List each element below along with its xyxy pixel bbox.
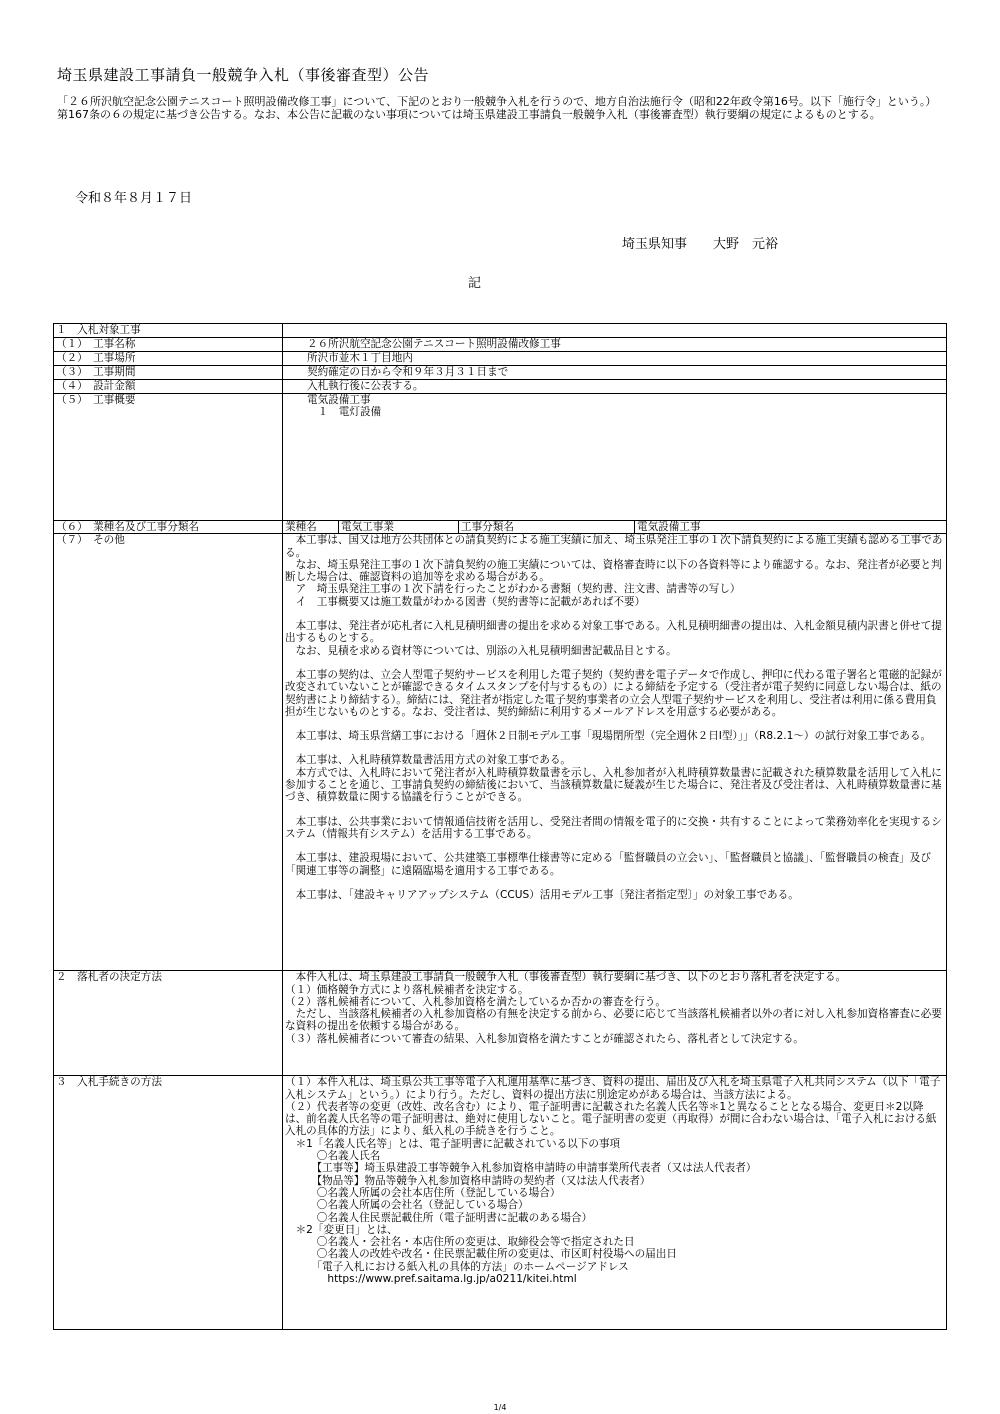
value-overview [283,394,947,521]
other-paragraph: 本工事は、入札時積算数量書活用方式の対象工事である。 本方式では、入札時において発注者が入札時積算数量書を示し、入札参加者が入札時積算数量書に記載された積算数量を活用して入札に参加することを通じ、工事請負契約の締結後において、当該積算数量に疑義が生じた場合に、発注者及び受注者は、入札時積算数量書に基づき、積算数量に関する協議を行うことができる。 [285,754,942,804]
value-work-place: 所沢市並木１丁目地内 [283,352,947,366]
other-paragraph: 本工事は、「建設キャリアアップシステム（CCUS）活用モデル工事〔発注者指定型〕」の対象工事である。 [285,888,799,901]
row-classification [54,521,947,534]
other-paragraph: 本工事は、発注者が応札者に入札見積明細書の提出を求める対象工事である。入札見積明細書の提出は、入札金額見積内訳書と併せて提出するものとする。 なお、見積を求める資材等については、別添の入札見積明細書記載品目とする。 [285,620,942,657]
announcement-table [53,323,947,1330]
label-work-name: （１） 工事名称 [54,338,283,352]
other-paragraph: 本工事は、国又は地方公共団体との請負契約による施工実績に加え、埼玉県発注工事の１次下請負契約による施工実績も認める工事である。 なお、埼玉県発注工事の１次下請負契約の施工実績については、資格審査時に以下の各資料等により確認する。なお、発注者が必要と判断した場合は、確認資料の追加等を求める場合がある。 ア 埼玉県発注工事の１次下請を行ったことがわかる書類（契約書、注文書、請書等の写し） イ 工事概要又は施工数量がわかる図書（契約書等に記載があれば不要） [285,534,943,608]
signer: 埼玉県知事 大野 元裕 [622,237,779,252]
announcement-date: 令和８年８月１７日 [75,191,193,206]
page-title: 埼玉県建設工事請負一般競争入札（事後審査型）公告 [57,66,430,84]
other-paragraph: 本工事は、埼玉県営繕工事における「週休２日制モデル工事「現場閉所型（完全週休２日Ⅰ型）」」（R8.2.1～）の試行対象工事である。 [285,730,932,743]
section1-heading-row [54,324,947,338]
label-design-amount: （４） 設計金額 [54,380,283,394]
other-paragraph: 本工事は、建設現場において、公共建築工事標準仕様書等に定める「監督職員の立会い」、「監督職員と協議」、「監督職員の検査」及び「関連工事等の調整」に遠隔臨場を適用する工事である。 [285,852,931,877]
label-overview: （５） 工事概要 [54,394,283,521]
other-paragraph: 本工事の契約は、立会人型電子契約サービスを利用した電子契約（契約書を電子データで作成し、押印に代わる電子署名と電磁的記録が改変されていないことが確認できるタイムスタンプを付与するもの）による締結を予定する（受注者が電子契約に同意しない場合は、紙の契約書により締結する）。締結には、発注者が指定した電子契約事業者の立会人型電子契約サービスを利用し、受注者は利用に係る費用負担が生じないものとする。なお、受注者は、契約締結に利用するメールアドレスを用意する必要がある。 [285,668,942,718]
row-overview [54,394,947,521]
row-bid-procedure [54,1076,947,1330]
row-work-period [54,366,947,380]
ki-mark: 記 [468,276,482,291]
row-design-amount [54,380,947,394]
label-bid-procedure: ３ 入札手続きの方法 [54,1076,283,1330]
value-other [283,534,947,971]
class-cell-category-label: 工事分類名 [459,521,635,533]
label-work-place: （２） 工事場所 [54,352,283,366]
row-work-name [54,338,947,352]
value-design-amount: 入札執行後に公表する。 [283,380,947,394]
intro-paragraph: 「２６所沢航空記念公園テニスコート照明設備改修工事」について、下記のとおり一般競争入札を行うので、地方自治法施行令（昭和22年政令第16号。以下「施行令」という。）第167条の６の規定に基づき公告する。なお、本公告に記載のない事項については埼玉県建設工事請負一般競争入札（事後審査型）執行要綱の規定によるものとする。 [57,95,937,122]
row-other [54,534,947,971]
section1-heading: １ 入札対象工事 [54,324,283,338]
label-other: （７） その他 [54,534,283,971]
class-cell-type-label: 業種名 [283,521,339,533]
label-work-period: （３） 工事期間 [54,366,283,380]
value-bid-procedure: （１）本件入札は、埼玉県公共工事等電子入札運用基準に基づき、資料の提出、届出及び入札を埼玉県電子入札共同システム（以下「電子入札システム」という。）により行う。ただし、資料の提出方法に別途定めがある場合は、当該方法による。 （２）代表者等の変更（改姓、改名含む）により、電子証明書に記載された名義人氏名等＊1と異なることとなる場合、変更日＊2以降は、前名義人氏名等の電子証明書は、絶対に使用しないこと。電子証明書の変更（再取得）が間に合わない場合は、「電子入札における紙入札の具体的方法」により、紙入札の手続きを行うこと。 ＊1「名義人氏名等」とは、電子証明書に記載されている以下の事項 〇名義人氏名 【工事等】埼玉県建設工事等競争入札参加資格申請時の申請事業所代表者（又は法人代表者） 【物品等】物品等競争入札参加資格申請時の契約者（又は法人代表者） 〇名義人所属の会社本店住所（登記している場合） 〇名義人所属の会社名（登記している場合） 〇名義人住民票記載住所（電子証明書に記載のある場合） ＊2「変更日」とは、 〇名義人・会社名・本店住所の変更は、取締役会等で指定された日 〇名義人の改姓や改名・住民票記載住所の変更は、市区町村役場への届出日 「電子入札における紙入札の具体的方法」のホームページアドレス https://www.pref.saitama.lg.jp/a0211/kitei.html [283,1076,947,1330]
other-paragraph: 本工事は、公共事業において情報通信技術を活用し、受発注者間の情報を電子的に交換・共有することによって業務効率化を実現するシステム（情報共有システム）を活用する工事である。 [285,815,942,840]
value-work-period: 契約確定の日から令和９年３月３１日まで [283,366,947,380]
row-award-method [54,971,947,1076]
overview-line: 電気設備工事 [307,394,371,406]
row-work-place [54,352,947,366]
value-award-method: 本件入札は、埼玉県建設工事請負一般競争入札（事後審査型）執行要綱に基づき、以下のとおり落札者を決定する。 （１）価格競争方式により落札候補者を決定する。 （２）落札候補者について、入札参加資格を満たしているか否かの審査を行う。 ただし、当該落札候補者の入札参加資格の有無を決定する前から、必要に応じて当該落札候補者以外の者に対し入札参加資格審査に必要な資料の提出を依頼する場合がある。 （３）落札候補者について審査の結果、入札参加資格を満たすことが確認されたら、落札者として決定する。 [283,971,947,1076]
class-cell-type-value: 電気工事業 [339,521,459,533]
label-classification: （６） 業種名及び工事分類名 [54,521,283,534]
value-work-name: ２６所沢航空記念公園テニスコート照明設備改修工事 [283,338,947,352]
overview-line: １ 電灯設備 [307,406,382,419]
value-classification [283,521,947,534]
label-award-method: ２ 落札者の決定方法 [54,971,283,1076]
class-cell-category-value: 電気設備工事 [637,521,701,533]
page-number: 1/4 [493,1403,507,1412]
